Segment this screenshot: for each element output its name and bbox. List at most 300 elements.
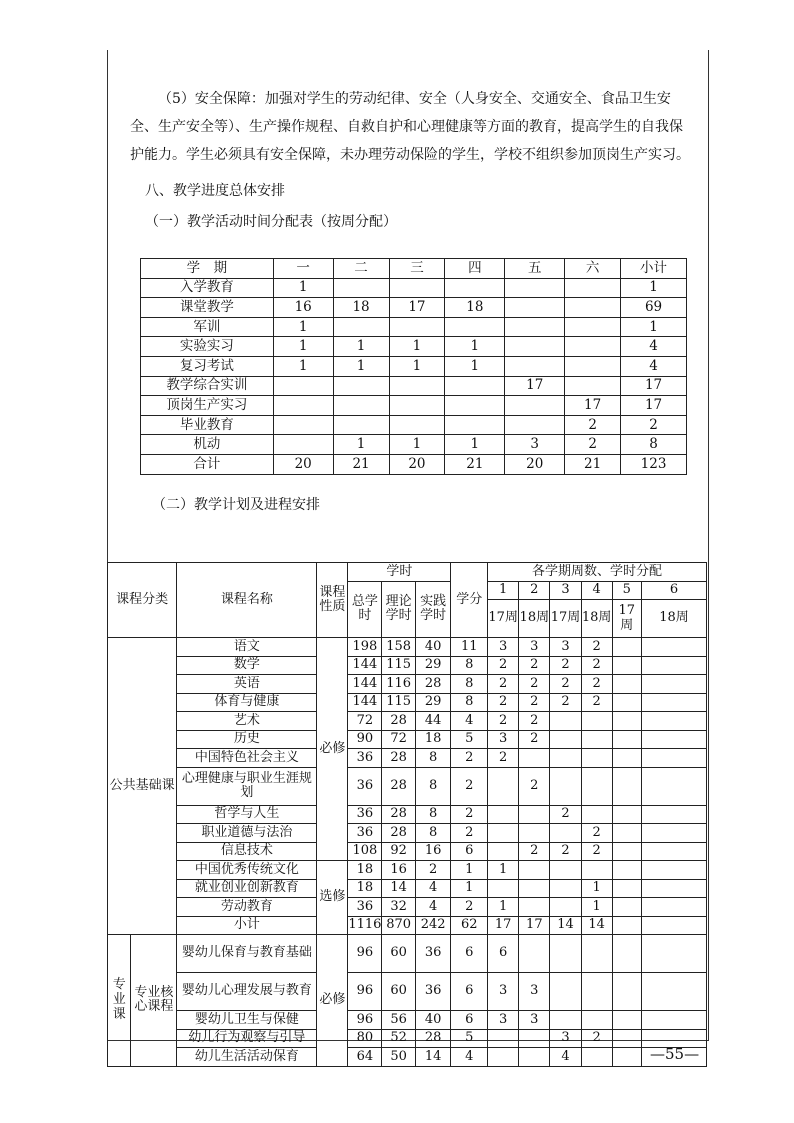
table-cell: 4: [415, 879, 450, 898]
table-cell: 1: [333, 435, 389, 455]
table-cell: 3: [550, 638, 581, 657]
table-cell: 入学教育: [141, 278, 274, 298]
t1-header: 学 期: [141, 259, 274, 279]
table-cell: [550, 749, 581, 768]
table-cell: 复习考试: [141, 356, 274, 376]
table-cell: 96: [348, 1011, 382, 1030]
table-cell: [488, 1029, 519, 1048]
weeks-6: 18周: [641, 600, 706, 638]
table-cell: [612, 805, 641, 824]
course-name: 小计: [177, 916, 317, 935]
table-cell: [565, 356, 621, 376]
table-cell: 21: [333, 454, 389, 474]
table-cell: 2: [581, 638, 612, 657]
table-row: [108, 656, 707, 675]
table-cell: 2: [415, 861, 450, 880]
table-cell: 1: [488, 861, 519, 880]
course-name: 体育与健康: [177, 693, 317, 712]
t1-header: 六: [565, 259, 621, 279]
table-cell: [505, 396, 565, 416]
table-row: [108, 638, 707, 657]
table-cell: [612, 824, 641, 843]
table-cell: [519, 1029, 550, 1048]
table-cell: 1: [273, 317, 333, 337]
table-row: [108, 712, 707, 731]
table-cell: [389, 376, 445, 396]
table-cell: 72: [382, 730, 416, 749]
table-row: [108, 1011, 707, 1030]
table-cell: 14: [550, 916, 581, 935]
table-row: [108, 1029, 707, 1048]
table-cell: 2: [519, 693, 550, 712]
table-cell: [612, 638, 641, 657]
table-cell: 242: [415, 916, 450, 935]
table-cell: 2: [581, 824, 612, 843]
table-cell: [389, 396, 445, 416]
course-name: 幼儿行为观察与引导: [177, 1029, 317, 1048]
semester-2: 2: [519, 581, 550, 600]
table-cell: [505, 337, 565, 357]
table-row: [141, 278, 687, 298]
table-cell: 28: [382, 749, 416, 768]
table-cell: [389, 278, 445, 298]
table-cell: [612, 1011, 641, 1030]
time-allocation-table: [140, 258, 687, 475]
table-cell: [641, 1011, 706, 1030]
table-cell: [641, 675, 706, 694]
table-row: [108, 749, 707, 768]
table-row: [108, 693, 707, 712]
table-row: [108, 916, 707, 935]
table-cell: [550, 712, 581, 731]
table-cell: 44: [415, 712, 450, 731]
table-cell: [581, 730, 612, 749]
table-cell: 36: [348, 898, 382, 917]
table-cell: [488, 1048, 519, 1067]
table-row: [108, 824, 707, 843]
table-cell: [333, 415, 389, 435]
table-cell: [612, 656, 641, 675]
table-cell: 115: [382, 693, 416, 712]
table-cell: 144: [348, 693, 382, 712]
t1-header: 五: [505, 259, 565, 279]
table-cell: 2: [581, 693, 612, 712]
table-cell: 20: [505, 454, 565, 474]
table-cell: [488, 842, 519, 861]
table-cell: [612, 693, 641, 712]
table-cell: 8: [415, 824, 450, 843]
table-cell: 2: [519, 712, 550, 731]
table-cell: 3: [519, 1011, 550, 1030]
table-cell: 教学综合实训: [141, 376, 274, 396]
table-cell: 1: [581, 879, 612, 898]
table-cell: [641, 879, 706, 898]
table-cell: 144: [348, 656, 382, 675]
table-cell: 72: [348, 712, 382, 731]
table-cell: [505, 298, 565, 318]
table-cell: 144: [348, 675, 382, 694]
table-cell: 4: [550, 1048, 581, 1067]
table-cell: 2: [550, 805, 581, 824]
table-cell: 8: [415, 749, 450, 768]
table-cell: 21: [445, 454, 505, 474]
table-cell: 合计: [141, 454, 274, 474]
nature-required: 必修: [317, 935, 348, 1067]
table-cell: 20: [389, 454, 445, 474]
table-cell: [641, 693, 706, 712]
table-cell: [550, 861, 581, 880]
semester-5: 5: [612, 581, 641, 600]
course-name: 婴幼儿心理发展与教育: [177, 973, 317, 1011]
table-cell: 20: [273, 454, 333, 474]
table-cell: 36: [348, 749, 382, 768]
table-cell: [445, 376, 505, 396]
table-cell: 36: [348, 824, 382, 843]
course-name: 信息技术: [177, 842, 317, 861]
table-cell: 28: [415, 675, 450, 694]
table-cell: [519, 935, 550, 973]
table-cell: 18: [415, 730, 450, 749]
table-cell: 8: [415, 805, 450, 824]
table-cell: 2: [581, 1029, 612, 1048]
table-cell: 28: [382, 712, 416, 731]
table-cell: [273, 376, 333, 396]
t1-header: 一: [273, 259, 333, 279]
course-name: 劳动教育: [177, 898, 317, 917]
table-cell: [641, 712, 706, 731]
table-cell: [519, 879, 550, 898]
table-cell: 3: [505, 435, 565, 455]
table-cell: 8: [451, 675, 488, 694]
table-cell: 62: [451, 916, 488, 935]
table-cell: 870: [382, 916, 416, 935]
table-cell: [519, 861, 550, 880]
course-name: 数学: [177, 656, 317, 675]
table-cell: [273, 396, 333, 416]
table-cell: [505, 415, 565, 435]
table-cell: [389, 415, 445, 435]
table-row: [108, 898, 707, 917]
table-cell: 2: [565, 415, 621, 435]
table-cell: 1: [445, 337, 505, 357]
course-name: 哲学与人生: [177, 805, 317, 824]
nature-required: 必修: [317, 638, 348, 861]
table-cell: 17: [621, 376, 687, 396]
table-cell: 80: [348, 1029, 382, 1048]
table-row: [108, 973, 707, 1011]
table-cell: [505, 278, 565, 298]
table-cell: 115: [382, 656, 416, 675]
col-header-credit: 学分: [451, 563, 488, 638]
table-cell: [550, 898, 581, 917]
table-cell: 4: [451, 1048, 488, 1067]
table-cell: 2: [519, 842, 550, 861]
table-cell: 1: [451, 861, 488, 880]
table-cell: 2: [451, 898, 488, 917]
col-header-total: 总学时: [348, 581, 382, 638]
table-cell: [581, 1011, 612, 1030]
table-cell: [612, 1048, 641, 1067]
table-cell: 2: [519, 675, 550, 694]
table-cell: [333, 317, 389, 337]
table-cell: 60: [382, 935, 416, 973]
table-row: [108, 1048, 707, 1067]
table-cell: 5: [451, 1029, 488, 1048]
safety-paragraph: （5）安全保障：加强对学生的劳动纪律、安全（人身安全、交通安全、食品卫生安全、生产安全等）、生产操作规程、自救自护和心理健康等方面的教育，提高学生的自我保护能力。学生必须具有安全保障，未办理劳动保险的学生，学校不组织参加顶岗生产实习。: [130, 91, 690, 163]
semester-6: 6: [641, 581, 706, 600]
table-cell: 1: [333, 337, 389, 357]
course-name: 英语: [177, 675, 317, 694]
table-cell: [612, 935, 641, 973]
table-cell: [612, 898, 641, 917]
table-cell: [581, 805, 612, 824]
table-row: [141, 396, 687, 416]
table-cell: 1: [451, 879, 488, 898]
table-cell: 28: [382, 824, 416, 843]
table-cell: 52: [382, 1029, 416, 1048]
table-cell: 2: [451, 805, 488, 824]
table-cell: [333, 376, 389, 396]
course-name: 幼儿生活活动保育: [177, 1048, 317, 1067]
table-cell: 158: [382, 638, 416, 657]
table-cell: 2: [488, 675, 519, 694]
table-cell: 18: [445, 298, 505, 318]
table-cell: [565, 317, 621, 337]
table-cell: [550, 879, 581, 898]
table-row: [141, 435, 687, 455]
table-cell: 36: [348, 805, 382, 824]
table-cell: 40: [415, 638, 450, 657]
table-cell: 6: [451, 842, 488, 861]
subheading-plan: （二）教学计划及进程安排: [152, 497, 320, 513]
subheading-time-table: （一）教学活动时间分配表（按周分配）: [145, 214, 397, 230]
table-cell: [612, 879, 641, 898]
weeks-4: 18周: [581, 600, 612, 638]
table-cell: 17: [389, 298, 445, 318]
table-cell: [333, 278, 389, 298]
table-cell: 1: [621, 278, 687, 298]
col-header-distribution: 各学期周数、学时分配: [488, 563, 707, 582]
table-cell: 3: [519, 638, 550, 657]
table-cell: [641, 916, 706, 935]
table-cell: [641, 805, 706, 824]
table-cell: 36: [415, 935, 450, 973]
table-cell: 6: [451, 973, 488, 1011]
course-name: 历史: [177, 730, 317, 749]
table-cell: 92: [382, 842, 416, 861]
table-cell: [641, 767, 706, 805]
table-row: [108, 767, 707, 805]
semester-1: 1: [488, 581, 519, 600]
course-name: 中国特色社会主义: [177, 749, 317, 768]
table-cell: [565, 278, 621, 298]
subcategory-core: 专业核心课程: [131, 935, 177, 1067]
table-cell: 36: [415, 973, 450, 1011]
table-cell: [581, 973, 612, 1011]
table-cell: 3: [519, 973, 550, 1011]
table-cell: 96: [348, 973, 382, 1011]
table-cell: [550, 767, 581, 805]
table-cell: 56: [382, 1011, 416, 1030]
table-cell: 11: [451, 638, 488, 657]
table-cell: 69: [621, 298, 687, 318]
table-cell: 1: [621, 317, 687, 337]
table-cell: 2: [519, 730, 550, 749]
table-cell: 1: [273, 356, 333, 376]
table-cell: [519, 749, 550, 768]
table-cell: [641, 749, 706, 768]
table-cell: 2: [488, 749, 519, 768]
t1-header: 三: [389, 259, 445, 279]
table-cell: [612, 730, 641, 749]
table-cell: 108: [348, 842, 382, 861]
table-cell: 18: [348, 879, 382, 898]
table-cell: [273, 435, 333, 455]
table-cell: [389, 317, 445, 337]
table-cell: 116: [382, 675, 416, 694]
table-cell: 1: [445, 435, 505, 455]
table-cell: 机动: [141, 435, 274, 455]
table-cell: 2: [565, 435, 621, 455]
table-cell: 2: [581, 675, 612, 694]
table-cell: 课堂教学: [141, 298, 274, 318]
course-name: 艺术: [177, 712, 317, 731]
table-cell: [550, 935, 581, 973]
course-name: 就业创业创新教育: [177, 879, 317, 898]
table-cell: 18: [348, 861, 382, 880]
table-cell: 2: [550, 693, 581, 712]
table-cell: 3: [488, 638, 519, 657]
table-cell: 6: [451, 935, 488, 973]
table-cell: 2: [550, 656, 581, 675]
table-cell: 2: [581, 842, 612, 861]
table-cell: 5: [451, 730, 488, 749]
table-row: [108, 805, 707, 824]
table-cell: [550, 824, 581, 843]
table-cell: 14: [415, 1048, 450, 1067]
table-cell: 1116: [348, 916, 382, 935]
table-cell: [565, 376, 621, 396]
table-cell: 14: [382, 879, 416, 898]
table-cell: [641, 861, 706, 880]
table-cell: [581, 861, 612, 880]
table-cell: 2: [519, 767, 550, 805]
table-cell: 16: [382, 861, 416, 880]
table-row: [108, 935, 707, 973]
table-cell: [581, 712, 612, 731]
table-cell: 123: [621, 454, 687, 474]
col-header-practice: 实践学时: [415, 581, 450, 638]
semester-3: 3: [550, 581, 581, 600]
table-row: [108, 842, 707, 861]
table-cell: 32: [382, 898, 416, 917]
table-cell: [488, 767, 519, 805]
table-cell: [612, 861, 641, 880]
table-cell: [445, 278, 505, 298]
table-cell: 6: [488, 935, 519, 973]
table-cell: 1: [488, 898, 519, 917]
table-cell: [581, 935, 612, 973]
table-row: [141, 415, 687, 435]
table-row: [141, 356, 687, 376]
teaching-plan-table: [107, 562, 707, 1067]
table-cell: [641, 973, 706, 1011]
table-cell: 28: [382, 767, 416, 805]
table-cell: [488, 824, 519, 843]
table-cell: [612, 712, 641, 731]
table-row: [141, 376, 687, 396]
table-cell: 17: [488, 916, 519, 935]
table-cell: 17: [505, 376, 565, 396]
table-cell: 2: [519, 656, 550, 675]
table-cell: 1: [333, 356, 389, 376]
table-cell: [505, 356, 565, 376]
table-cell: 1: [581, 898, 612, 917]
course-name: 职业道德与法治: [177, 824, 317, 843]
weeks-1: 17周: [488, 600, 519, 638]
table-cell: [612, 675, 641, 694]
table-cell: [612, 767, 641, 805]
table-cell: [519, 898, 550, 917]
table-cell: [565, 298, 621, 318]
weeks-3: 17周: [550, 600, 581, 638]
table-cell: [519, 1048, 550, 1067]
table-cell: 28: [415, 1029, 450, 1048]
table-cell: 17: [519, 916, 550, 935]
weeks-2: 18周: [519, 600, 550, 638]
col-header-category: 课程分类: [108, 563, 177, 638]
table-cell: 50: [382, 1048, 416, 1067]
table-cell: [641, 656, 706, 675]
table-cell: [488, 879, 519, 898]
table-row: [141, 317, 687, 337]
weeks-5: 17周: [612, 600, 641, 638]
table-cell: 96: [348, 935, 382, 973]
table-cell: 29: [415, 693, 450, 712]
table-cell: [273, 415, 333, 435]
course-name: 语文: [177, 638, 317, 657]
table-cell: 2: [488, 712, 519, 731]
table-cell: [641, 898, 706, 917]
table-cell: 1: [273, 337, 333, 357]
table-cell: 2: [451, 767, 488, 805]
table-cell: 6: [451, 1011, 488, 1030]
table-cell: 21: [565, 454, 621, 474]
table-cell: [550, 973, 581, 1011]
col-header-hours: 学时: [348, 563, 451, 582]
table-cell: 2: [488, 693, 519, 712]
table-cell: [612, 973, 641, 1011]
table-cell: [612, 842, 641, 861]
table-cell: [612, 1029, 641, 1048]
table-cell: [581, 1048, 612, 1067]
table-cell: 实验实习: [141, 337, 274, 357]
table-row: [108, 675, 707, 694]
table-cell: [581, 749, 612, 768]
table-cell: [565, 337, 621, 357]
table-cell: 40: [415, 1011, 450, 1030]
table-cell: 3: [550, 1029, 581, 1048]
table-cell: 4: [621, 356, 687, 376]
table-cell: 4: [451, 712, 488, 731]
category-public: 公共基础课: [108, 638, 177, 935]
table-cell: 3: [488, 730, 519, 749]
table-cell: 18: [333, 298, 389, 318]
table-cell: 29: [415, 656, 450, 675]
t1-header: 四: [445, 259, 505, 279]
table-cell: 64: [348, 1048, 382, 1067]
table-cell: 4: [415, 898, 450, 917]
